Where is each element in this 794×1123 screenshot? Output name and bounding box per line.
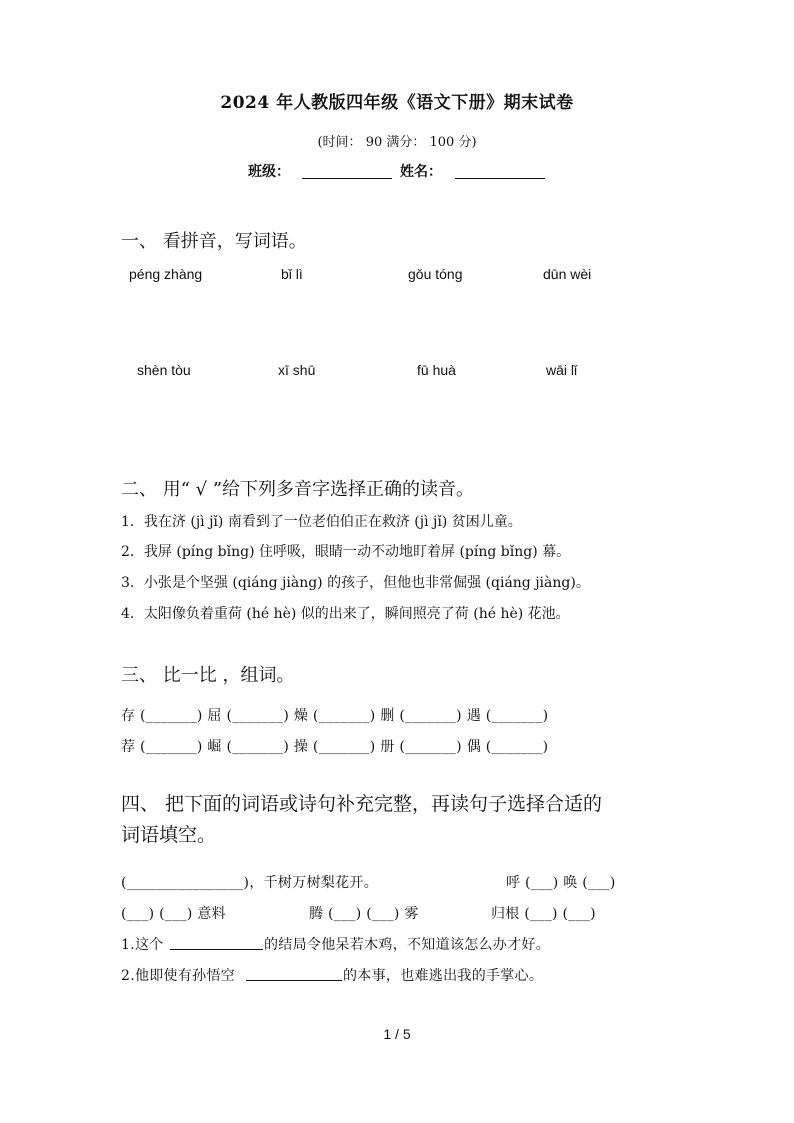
question-item: 1．我在济 (jì jǐ) 南看到了一位老伯伯正在救济 (jì jǐ) 贫困儿童。 [121,514,522,530]
pinyin-item: fū huà [417,362,456,378]
page-title: 2024 年人教版四年级《语文下册》期末试卷 [220,93,574,113]
fill-question-prefix: 1.这个 [121,937,164,953]
name-blank[interactable] [455,178,545,179]
section2-heading: 二、 用“ √ ”给下列多音字选择正确的读音。 [121,479,475,500]
pinyin-item: wāi lǐ [546,362,578,378]
class-blank[interactable] [302,178,392,179]
question-item: 4．太阳像负着重荷 (hé hè) 似的出来了，瞬间照亮了荷 (hé hè) 花池。 [121,606,570,622]
idiom-fill: 腾 (___) (___) 雾 [309,906,419,922]
pinyin-item: péng zhàng [129,266,203,282]
section1-heading: 一、 看拼音，写词语。 [121,231,307,252]
exam-info: (时间： 90 满分： 100 分) [317,135,477,150]
answer-blank[interactable] [246,980,342,981]
idiom-fill: 归根 (___) (___) [491,906,596,922]
section4-heading: 四、 把下面的词语或诗句补充完整，再读句子选择合适的 [121,793,603,815]
question-item: 3．小张是个坚强 (qiáng jiàng) 的孩子，但他也非常倔强 (qiáng jiàng)。 [121,575,590,591]
pinyin-item: bǐ lì [281,266,303,282]
word-row: 存 (_______) 屈 (_______) 燥 (_______) 删 (_______) 遇 (_______) [121,708,549,724]
poem-fill: (________________)，千树万树梨花开。 [121,875,379,891]
pinyin-item: shèn tòu [137,362,191,378]
section4-heading-cont: 词语填空。 [121,824,217,846]
class-label: 班级： [248,164,290,180]
idiom-fill: (___) (___) 意料 [121,906,226,922]
pinyin-item: gǒu tóng [408,266,463,282]
word-row: 荐 (_______) 崛 (_______) 操 (_______) 册 (_______) 偶 (_______) [121,739,549,755]
name-label: 姓名： [400,164,442,180]
fill-question-prefix: 2.他即使有孙悟空 [121,968,236,984]
idiom-fill: 呼 (___) 唤 (___) [506,875,616,891]
page-number: 1 / 5 [383,1026,411,1042]
fill-question-suffix: 的结局令他呆若木鸡，不知道该怎么办才好。 [264,937,550,953]
section3-heading: 三、 比一比 ，组词。 [121,665,295,686]
question-item: 2．我屏 (píng bǐng) 住呼吸，眼睛一动不动地盯着屏 (píng bǐng) 幕。 [121,544,571,560]
pinyin-item: xī shū [278,362,316,378]
fill-question-suffix: 的本事，也难逃出我的手掌心。 [343,968,544,984]
answer-blank[interactable] [170,949,263,950]
pinyin-item: dūn wèi [543,266,592,282]
